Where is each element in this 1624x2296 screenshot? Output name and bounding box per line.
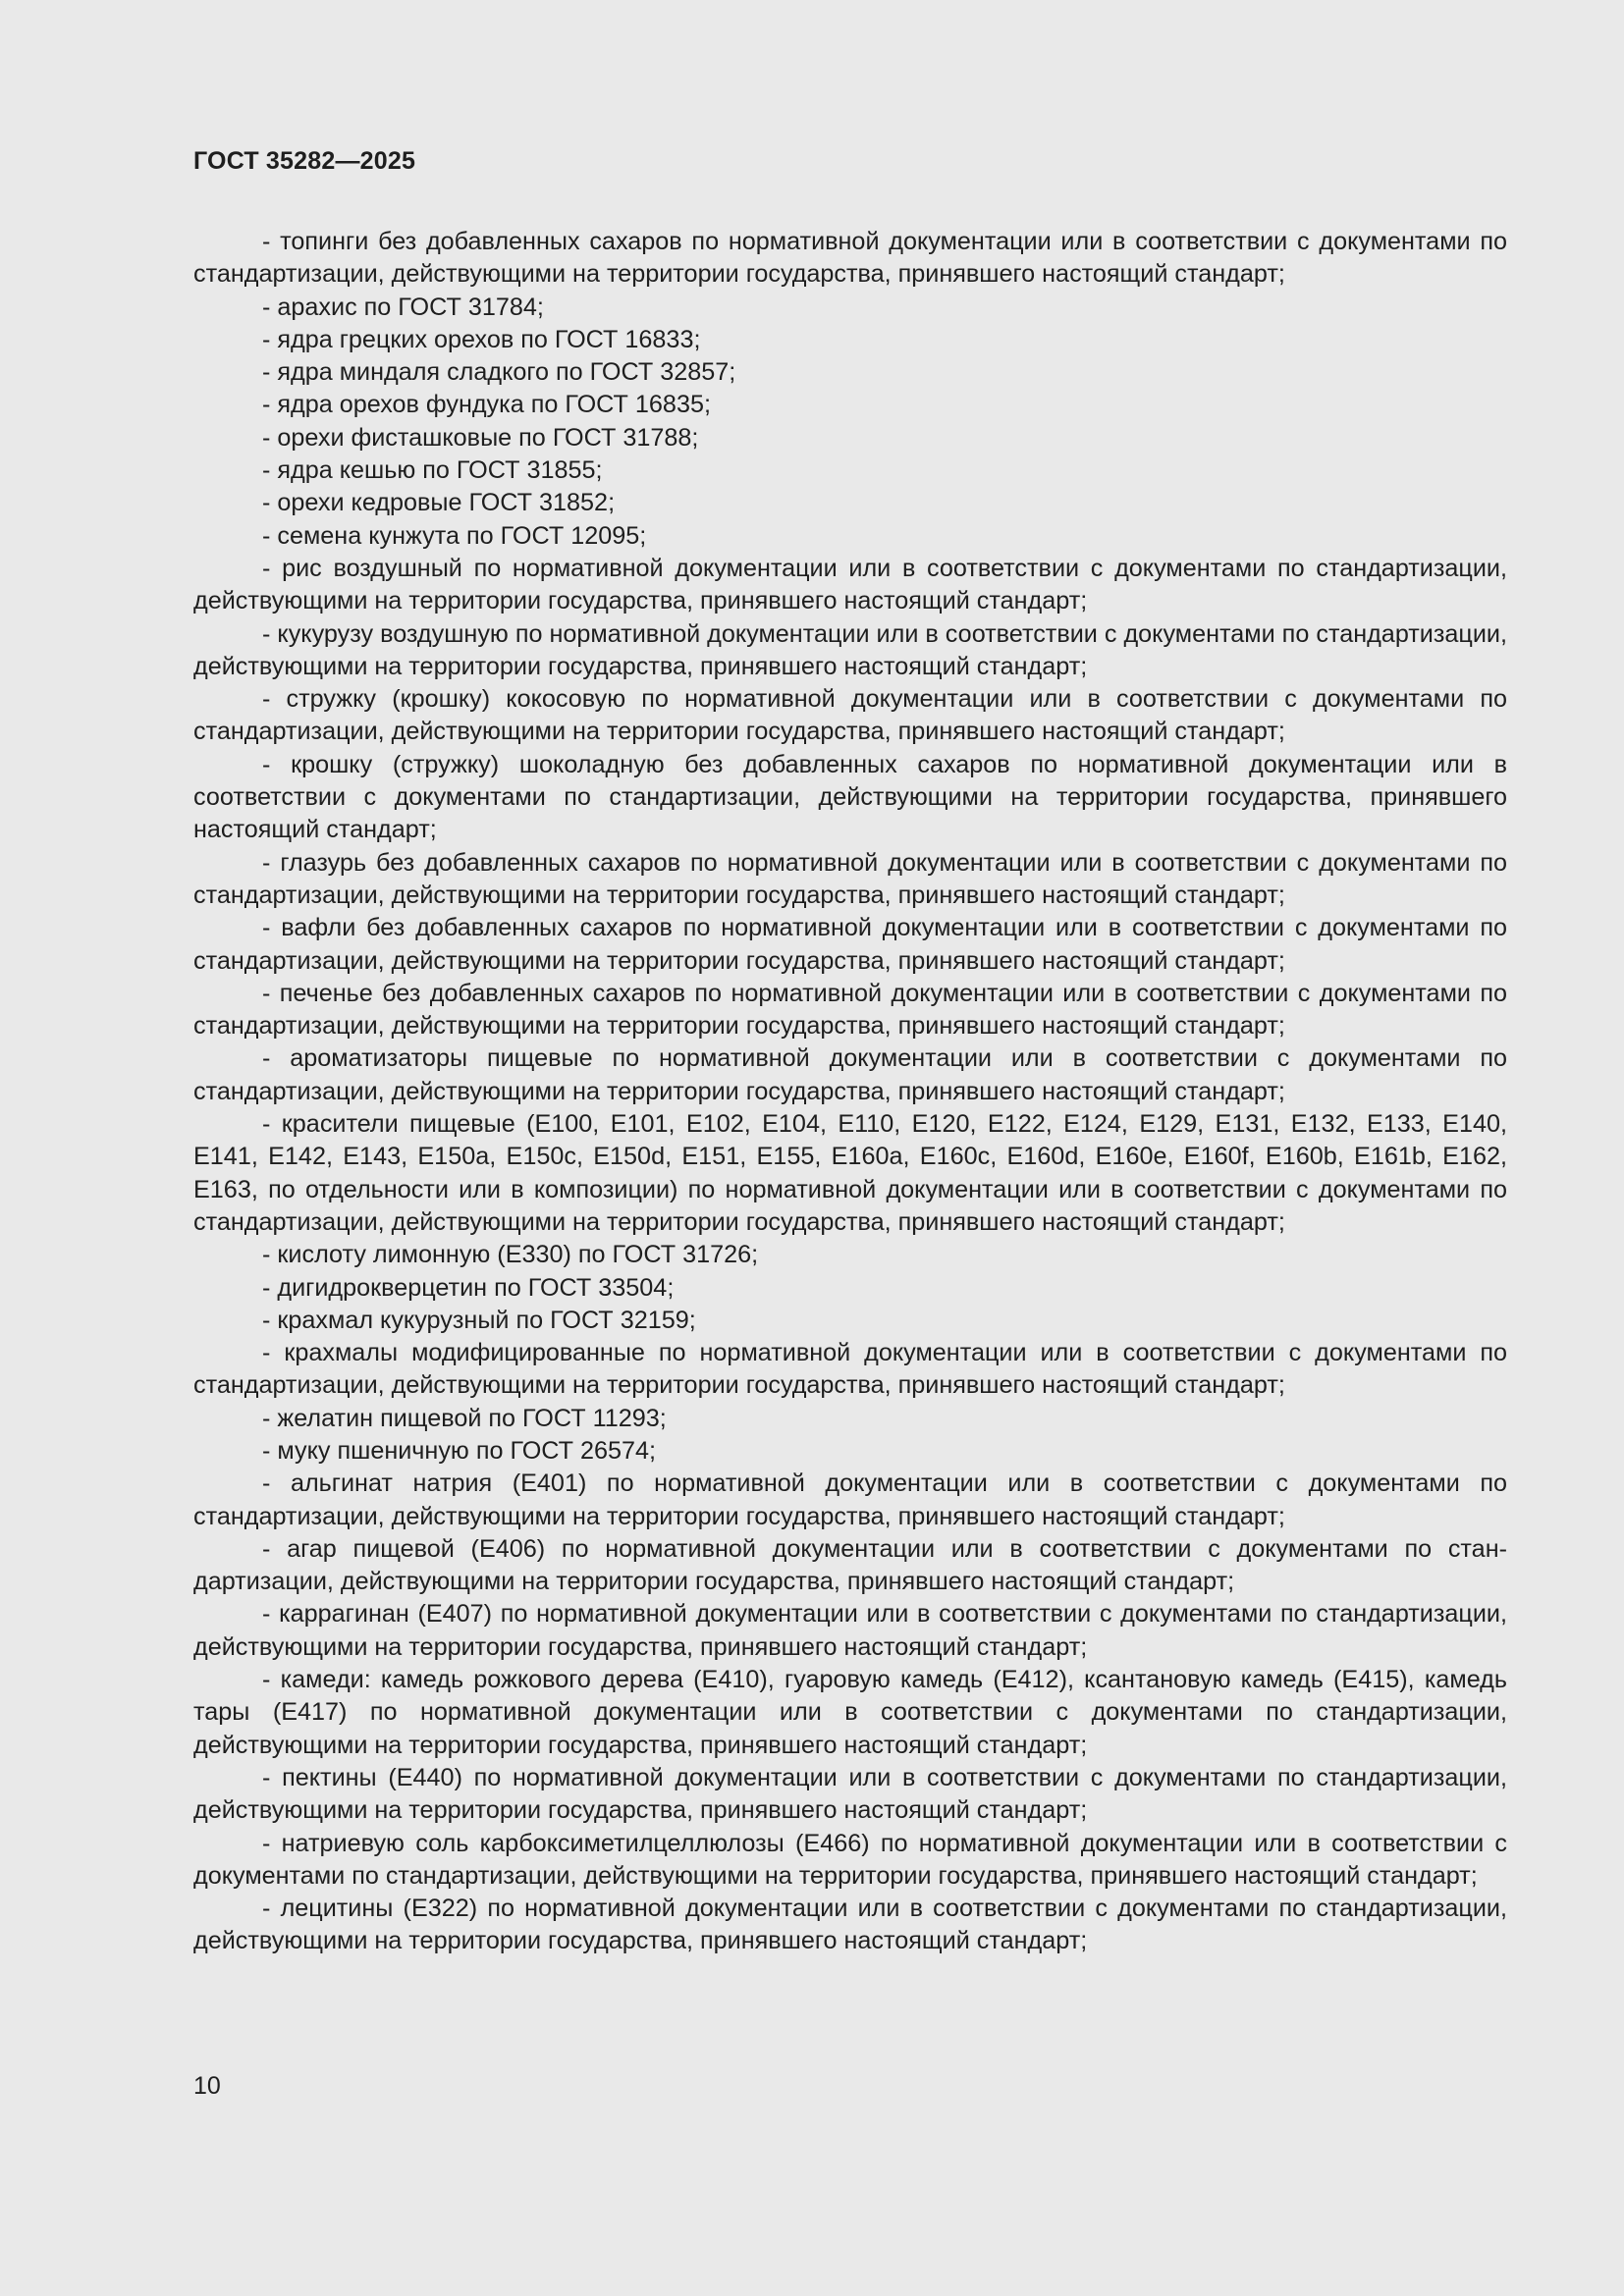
list-item: - кислоту лимонную (Е330) по ГОСТ 31726;	[262, 1241, 759, 1269]
list-item: - стружку (крошку) кокосовую по нормативной документации или в соответствии с документами по стандартизации, действующими на территории государства, принявшего настоящий стандарт;	[193, 685, 1507, 746]
list-item: - вафли без добавленных сахаров по нормативной документации или в соответствии с документами по стандартизации, действующими на территории государства, принявшего настоящий стандарт;	[193, 914, 1507, 975]
page-number: 10	[193, 2072, 221, 2100]
document-body	[193, 226, 1507, 1958]
list-item: - крахмалы модифицированные по нормативной документации или в соответствии с документами по стандартизации, действующими на территории государства, принявшего настоящий стандарт;	[193, 1339, 1507, 1400]
list-item: - камеди: камедь рожкового дерева (Е410), гуаровую камедь (Е412), ксантановую камедь (Е415), камедь тары (Е417) по нормативной документации или в соответствии с документами по стандартизации, действующими на территории государства, принявшего настоящий стандарт;	[193, 1666, 1507, 1759]
list-item: - арахис по ГОСТ 31784;	[262, 293, 544, 321]
page-header-standard-id: ГОСТ 35282—2025	[193, 147, 416, 175]
list-item: - глазурь без добавленных сахаров по нормативной документации или в соответствии с документами по стандартизации, действующими на территории государства, принявшего настоящий стандарт;	[193, 848, 1507, 909]
list-item: - кукурузу воздушную по нормативной документации или в соответствии с документами по стандартизации, действующими на территории государства, принявшего настоящий стандарт;	[193, 619, 1507, 680]
list-item: - желатин пищевой по ГОСТ 11293;	[262, 1404, 667, 1432]
list-item: - крахмал кукурузный по ГОСТ 32159;	[262, 1306, 696, 1334]
list-item: - крошку (стружку) шоколадную без добавленных сахаров по нормативной документации или в соответствии с документами по стандартизации, действующими на территории государства, принявшего настоящий стандарт;	[193, 750, 1507, 844]
list-item: - ядра грецких орехов по ГОСТ 16833;	[262, 325, 701, 353]
list-item: - каррагинан (Е407) по нормативной документации или в соответствии с документами по стандартизации, действующими на территории государства, принявшего настоящий стандарт;	[193, 1600, 1507, 1661]
list-item: - муку пшеничную по ГОСТ 26574;	[262, 1436, 657, 1465]
list-item: - топинги без добавленных сахаров по нормативной документации или в соответствии с документами по стандартизации, действующими на территории государства, принявшего настоящий стандарт;	[193, 228, 1507, 289]
list-item: - ядра орехов фундука по ГОСТ 16835;	[262, 391, 711, 419]
list-item: - дигидрокверцетин по ГОСТ 33504;	[262, 1273, 675, 1302]
list-item: - печенье без добавленных сахаров по нормативной документации или в соответствии с документами по стандартизации, действующими на территории государства, принявшего настоящий стандарт;	[193, 979, 1507, 1041]
list-item: - пектины (Е440) по нормативной документации или в соответствии с документами по стандартизации, действующими на территории государства, принявшего настоящий стандарт;	[193, 1763, 1507, 1825]
list-item: - ароматизаторы пищевые по нормативной документации или в соответствии с документами по стандартизации, действующими на территории государства, принявшего настоящий стандарт;	[193, 1044, 1507, 1105]
list-item: - агар пищевой (Е406) по нормативной документации или в соответствии с документами по стандартизации, действующими на территории государства, принявшего настоящий стандарт;	[193, 1534, 1507, 1596]
list-item: - рис воздушный по нормативной документации или в соответствии с документами по стандартизации, действующими на территории государства, принявшего настоящий стандарт;	[193, 554, 1507, 615]
list-item: - натриевую соль карбоксиметилцеллюлозы (Е466) по нормативной документации или в соответствии с документами по стандартизации, действующими на территории государства, принявшего настоящий стандарт;	[193, 1829, 1507, 1890]
list-item: - орехи фисташковые по ГОСТ 31788;	[262, 423, 699, 452]
list-item: - альгинат натрия (Е401) по нормативной документации или в соответствии с документами по стандартизации, действующими на территории государства, принявшего настоящий стандарт;	[193, 1469, 1507, 1530]
list-item: - красители пищевые (Е100, Е101, Е102, Е104, Е110, Е120, Е122, Е124, Е129, Е131, Е132, Е133, Е140, Е141, Е142, Е143, Е150а, Е150с, Е150d, Е151, Е155, Е160а, Е160с, Е160d, Е160е, Е160f, Е160b, Е161b, Е162, Е163, по отдельности или в композиции) по нормативной документации или в соответствии с документами по стандартизации, действующими на территории государства, принявшего настоящий стандарт;	[193, 1110, 1507, 1236]
list-item: - лецитины (Е322) по нормативной документации или в соответствии с документами по стандартизации, действующими на территории государства, принявшего настоящий стандарт;	[193, 1895, 1507, 1955]
list-item: - орехи кедровые ГОСТ 31852;	[262, 489, 616, 517]
list-item: - ядра кешью по ГОСТ 31855;	[262, 456, 603, 485]
list-item: - семена кунжута по ГОСТ 12095;	[262, 521, 647, 550]
list-item: - ядра миндаля сладкого по ГОСТ 32857;	[262, 358, 736, 387]
